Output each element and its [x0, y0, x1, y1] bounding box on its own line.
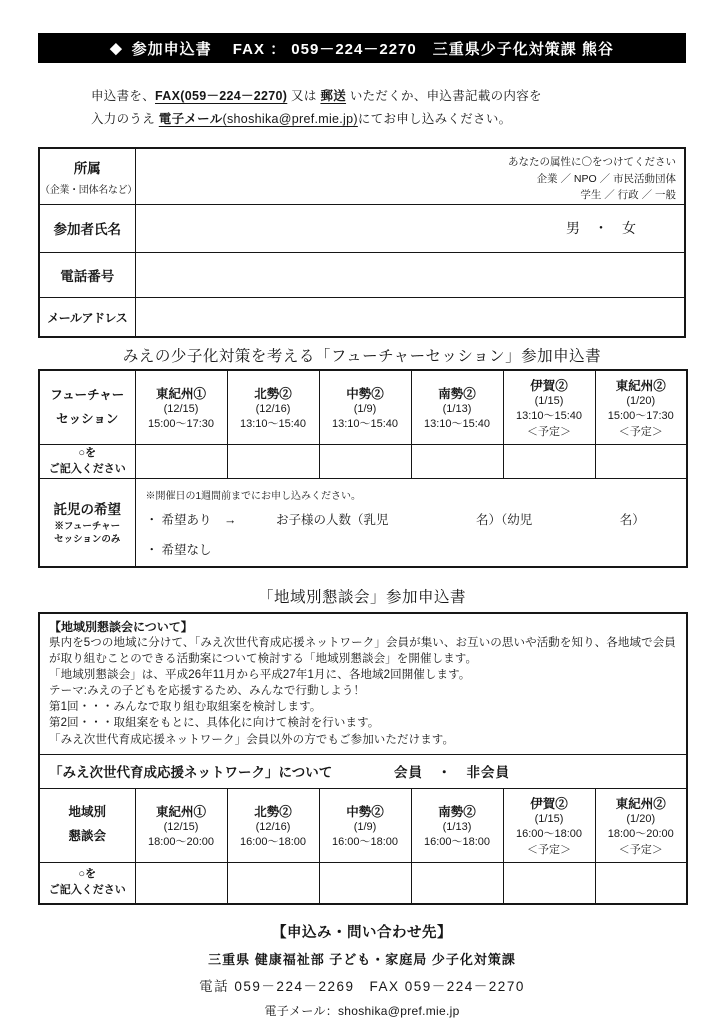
session-slot-header	[135, 370, 227, 445]
slot-time: 15:00〜17:30	[607, 410, 674, 423]
slot-name: 東紀州①	[155, 387, 206, 402]
about-line: 第2回・・・取組案をもとに、具体化に向けて検討を行います。	[49, 717, 380, 730]
applicant-table	[38, 147, 686, 338]
session-slot-header	[227, 370, 319, 445]
circle-label-line: ご記入ください	[48, 883, 126, 896]
circle-entry-cell[interactable]	[135, 445, 227, 479]
regional-meeting-title: 「地域別懇談会」参加申込書	[257, 588, 466, 606]
circle-entry-cell[interactable]	[503, 445, 595, 479]
about-line: 「みえ次世代育成応援ネットワーク」会員以外の方でもご参加いただけます。	[49, 733, 455, 746]
future-session-table	[38, 369, 688, 568]
slot-date: (12/15)	[163, 820, 199, 833]
postal-option: 郵送	[320, 89, 347, 103]
form-title: 参加申込書 FAX ： 059－224－2270 三重県少子化対策課 熊谷	[131, 40, 614, 58]
email-address: (shoshika@pref.mie.jp)	[222, 112, 358, 127]
childcare-deadline-note: ※開催日の1週間前までにお申し込みください。	[145, 491, 362, 503]
circle-entry-cell[interactable]	[595, 445, 687, 479]
circle-label-line: ご記入ください	[48, 462, 126, 475]
infant-count-field[interactable]: 名）（幼児	[475, 513, 533, 528]
attribute-note	[136, 149, 685, 203]
regional-circle-row	[39, 862, 687, 904]
membership-label: 「みえ次世代育成応援ネットワーク」について	[49, 765, 333, 781]
instructions-text: 申込書を、	[91, 89, 156, 103]
slot-note: ＜予定＞	[618, 843, 663, 856]
childcare-sublabel-line: セッションのみ	[54, 534, 121, 545]
circle-entry-cell[interactable]	[227, 862, 319, 904]
regional-slot-header	[319, 788, 411, 862]
content-column	[38, 33, 686, 1019]
slot-name: 北勢②	[254, 387, 292, 402]
membership-row	[39, 754, 687, 788]
about-line: テーマ:みえの子どもを応援するため、みんなで行動しよう！	[49, 685, 366, 698]
circle-entry-cell[interactable]	[595, 862, 687, 904]
future-session-title: みえの少子化対策を考える「フューチャーセッション」参加申込書	[122, 348, 602, 366]
contact-heading: 【申込み・問い合わせ先】	[272, 925, 452, 942]
affiliation-label: 所属	[73, 161, 101, 176]
session-slot-header	[319, 370, 411, 445]
regional-slot-header	[135, 788, 227, 862]
childcare-option-yes	[146, 510, 677, 528]
email-input-cell[interactable]	[135, 297, 685, 337]
phone-label: 電話番号	[39, 252, 135, 297]
participant-name-label: 参加者氏名	[39, 204, 135, 252]
about-heading: 【地域別懇談会について】	[49, 619, 193, 634]
instructions-text: 入力のうえ	[91, 112, 159, 127]
slot-time: 18:00〜20:00	[147, 835, 215, 848]
slot-date: (1/15)	[534, 395, 564, 408]
circle-entry-cell[interactable]	[319, 862, 411, 904]
slot-time: 16:00〜18:00	[331, 835, 399, 848]
slot-date: (1/13)	[442, 820, 472, 833]
diamond-icon: ◆	[110, 40, 123, 57]
circle-entry-cell[interactable]	[503, 862, 595, 904]
slot-time: 13:10〜15:40	[515, 410, 583, 423]
session-slot-header	[411, 370, 503, 445]
slot-name: 伊賀②	[530, 379, 568, 394]
regional-slot-header	[227, 788, 319, 862]
slot-name: 東紀州②	[615, 796, 666, 811]
about-line: 第1回・・・みんなで取り組む取組案を検討します。	[49, 701, 322, 714]
instructions-text: いただくか、申込書記載の内容を	[346, 89, 542, 103]
fax-contact: FAX(059－224－2270)	[155, 89, 288, 103]
slot-date: (12/16)	[255, 820, 291, 833]
affiliation-sublabel: （企業・団体名など）	[40, 185, 137, 196]
attribute-note-line: 企業 ／ NPO ／ 市民活動団体	[536, 172, 676, 185]
circle-entry-cell[interactable]	[411, 862, 503, 904]
slot-date: (1/9)	[353, 820, 377, 833]
instructions-line-2	[91, 108, 686, 131]
slot-note: ＜予定＞	[527, 843, 571, 856]
slot-name: 東紀州①	[155, 804, 206, 819]
circle-entry-cell[interactable]	[135, 862, 227, 904]
slot-note: ＜予定＞	[527, 426, 571, 439]
slot-date: (1/20)	[626, 395, 656, 408]
instructions-line-1	[91, 85, 686, 108]
participant-name-row	[39, 204, 685, 252]
session-slot-header	[595, 370, 687, 445]
contact-org: 三重県 健康福祉部 子ども・家庭局 少子化対策課	[208, 952, 516, 968]
circle-row-label-cell	[39, 862, 135, 904]
gender-options: 男 ・ 女	[566, 220, 636, 237]
affiliation-row	[39, 148, 685, 204]
slot-date: (12/15)	[163, 403, 199, 416]
circle-label-line: ○を	[78, 868, 97, 881]
circle-label-line: ○を	[78, 447, 97, 460]
slot-name: 南勢②	[438, 387, 476, 402]
attribute-note-line: 学生 ／ 行政 ／ 一般	[580, 188, 676, 201]
childcare-sublabel	[40, 521, 135, 547]
regional-slot-header	[595, 788, 687, 862]
regional-slot-header	[411, 788, 503, 862]
slot-time: 13:10〜15:40	[331, 418, 399, 431]
circle-entry-cell[interactable]	[227, 445, 319, 479]
row-header-line: セッション	[56, 411, 119, 426]
slot-time: 16:00〜18:00	[423, 835, 491, 848]
form-title-bar	[38, 33, 686, 63]
contact-block	[38, 921, 686, 1019]
regional-slot-header	[503, 788, 595, 862]
slot-time: 18:00〜20:00	[607, 827, 674, 840]
circle-row-label-cell	[39, 445, 135, 479]
slot-time: 13:10〜15:40	[239, 418, 307, 431]
regional-about-row	[39, 613, 687, 754]
attribute-note-line: あなたの属性に〇をつけてください	[508, 156, 676, 169]
row-header-line: フューチャー	[50, 388, 125, 402]
slot-date: (1/13)	[442, 403, 472, 416]
phone-row	[39, 252, 685, 297]
affiliation-input-cell[interactable]	[135, 148, 685, 204]
slot-note: ＜予定＞	[618, 426, 663, 439]
regional-about-cell	[39, 613, 687, 754]
childcare-options-cell	[135, 479, 687, 567]
contact-tel-fax: 電話 059－224－2269 FAX 059－224－2270	[199, 979, 525, 995]
circle-entry-cell[interactable]	[319, 445, 411, 479]
membership-cell	[39, 754, 687, 788]
slot-date: (1/9)	[353, 403, 377, 416]
email-row	[39, 297, 685, 337]
session-slot-header	[503, 370, 595, 445]
slot-time: 16:00〜18:00	[239, 835, 307, 848]
row-header-line: 地域別	[68, 805, 106, 820]
slot-name: 北勢②	[254, 804, 292, 819]
instructions-text: にてお申し込みください。	[357, 112, 512, 127]
email-label: メールアドレス	[39, 297, 135, 337]
regional-header-row	[39, 788, 687, 862]
slot-date: (12/16)	[255, 403, 291, 416]
future-session-row-header	[39, 370, 135, 445]
childcare-sublabel-line: ※フューチャー	[54, 521, 121, 533]
slot-time: 15:00〜17:30	[147, 418, 215, 431]
slot-name: 東紀州②	[615, 379, 666, 394]
childcare-label-cell	[39, 479, 135, 567]
submission-instructions	[91, 85, 686, 131]
slot-time: 16:00〜18:00	[515, 827, 583, 840]
affiliation-label-cell	[39, 148, 135, 204]
session-circle-row	[39, 445, 687, 479]
slot-name: 中勢②	[346, 804, 384, 819]
instructions-text: 又は	[287, 89, 321, 103]
option-yes-label: ・ 希望あり →	[145, 513, 237, 528]
participant-name-input-cell[interactable]	[135, 204, 685, 252]
about-line: 県内を5つの地域に分けて、「みえ次世代育成応援ネットワーク」会員が集い、お互いの思いや活動を知り、各地域で会員が取り組むことのできる活動案について検討する「地域別懇談会」を開催します。	[49, 636, 676, 666]
regional-row-header	[39, 788, 135, 862]
regional-meeting-table	[38, 612, 688, 905]
toddler-count-field[interactable]: 名）	[619, 513, 645, 528]
phone-input-cell[interactable]	[135, 252, 685, 297]
session-header-row	[39, 370, 687, 445]
slot-name: 中勢②	[346, 387, 384, 402]
row-header-line: 懇談会	[68, 829, 106, 844]
childcare-option-no: ・ 希望なし	[145, 543, 212, 558]
contact-email: 電子メール：shoshika@pref.mie.jp	[264, 1004, 460, 1019]
about-line: 「地域別懇談会」は、平成26年11月から平成27年1月に、各地域2回開催します。	[49, 669, 471, 682]
about-body	[49, 635, 677, 748]
email-contact-label: 電子メール	[158, 112, 223, 127]
slot-date: (1/15)	[534, 812, 564, 825]
children-count-label: お子様の人数（乳児	[275, 513, 389, 528]
slot-time: 13:10〜15:40	[423, 418, 491, 431]
slot-name: 伊賀②	[530, 796, 568, 811]
childcare-label: 託児の希望	[53, 502, 121, 518]
slot-name: 南勢②	[438, 804, 476, 819]
circle-entry-cell[interactable]	[411, 445, 503, 479]
slot-date: (1/20)	[626, 812, 656, 825]
membership-options: 会員 ・ 非会員	[394, 765, 510, 781]
childcare-row	[39, 479, 687, 567]
